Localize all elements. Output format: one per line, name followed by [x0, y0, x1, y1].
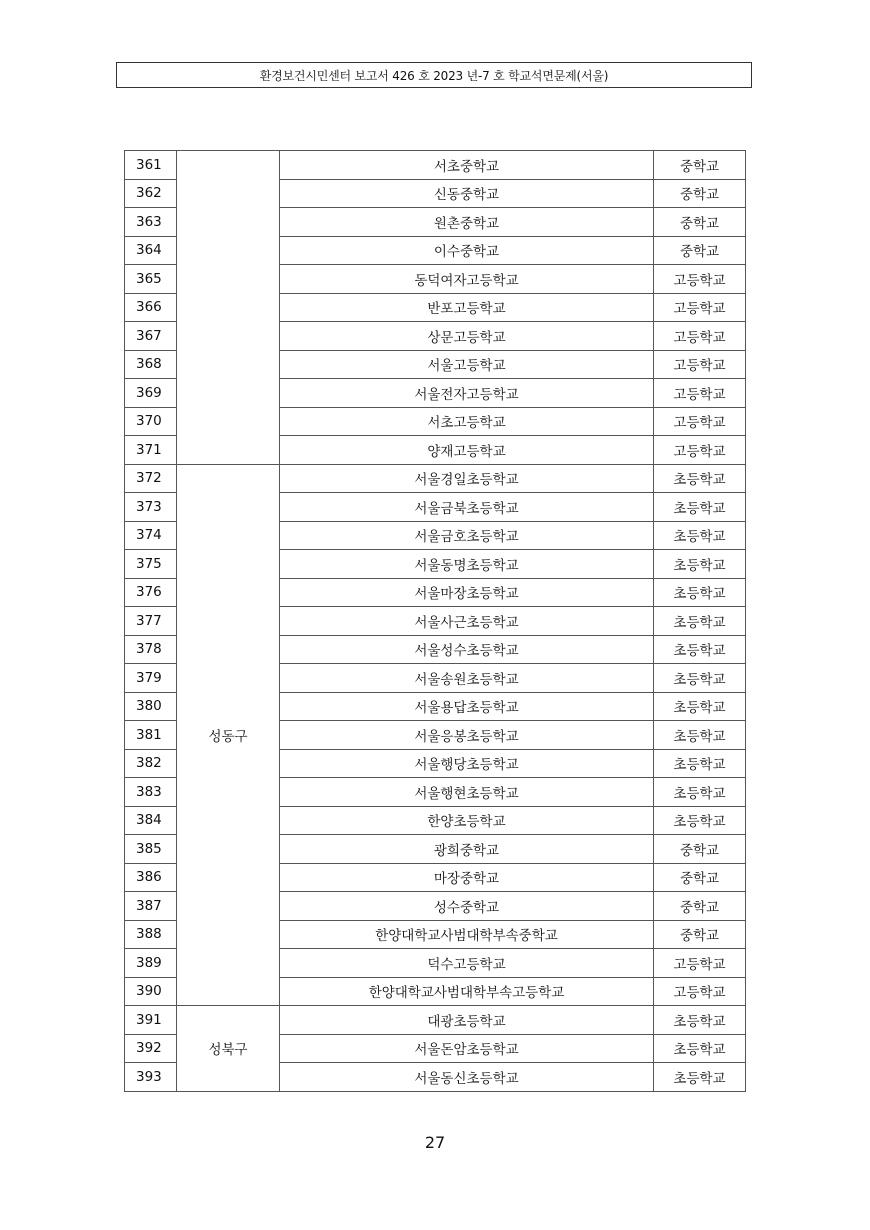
school-name: 한양대학교사범대학부속고등학교	[280, 977, 654, 1006]
school-name: 서울용답초등학교	[280, 692, 654, 721]
school-type: 초등학교	[654, 749, 746, 778]
school-name: 서울고등학교	[280, 350, 654, 379]
school-type: 중학교	[654, 892, 746, 921]
school-type: 고등학교	[654, 949, 746, 978]
school-type: 고등학교	[654, 350, 746, 379]
school-name: 서울금북초등학교	[280, 493, 654, 522]
report-header	[116, 62, 752, 88]
row-number: 377	[125, 607, 177, 636]
row-number: 363	[125, 208, 177, 237]
table-row	[125, 151, 746, 180]
school-type: 고등학교	[654, 322, 746, 351]
school-type: 중학교	[654, 863, 746, 892]
row-number: 379	[125, 664, 177, 693]
school-type: 초등학교	[654, 778, 746, 807]
school-name: 서초고등학교	[280, 407, 654, 436]
row-number: 388	[125, 920, 177, 949]
school-type: 초등학교	[654, 550, 746, 579]
row-number: 371	[125, 436, 177, 465]
school-name: 서초중학교	[280, 151, 654, 180]
school-type: 초등학교	[654, 1034, 746, 1063]
school-type: 초등학교	[654, 664, 746, 693]
table-row	[125, 464, 746, 493]
row-number: 369	[125, 379, 177, 408]
row-number: 387	[125, 892, 177, 921]
school-type: 고등학교	[654, 977, 746, 1006]
row-number: 393	[125, 1063, 177, 1092]
school-name: 서울성수초등학교	[280, 635, 654, 664]
row-number: 383	[125, 778, 177, 807]
row-number: 386	[125, 863, 177, 892]
school-type: 중학교	[654, 835, 746, 864]
school-name: 덕수고등학교	[280, 949, 654, 978]
school-name: 마장중학교	[280, 863, 654, 892]
row-number: 376	[125, 578, 177, 607]
school-type: 초등학교	[654, 521, 746, 550]
school-type: 초등학교	[654, 692, 746, 721]
row-number: 392	[125, 1034, 177, 1063]
row-number: 364	[125, 236, 177, 265]
school-name: 서울행현초등학교	[280, 778, 654, 807]
school-type: 초등학교	[654, 1006, 746, 1035]
row-number: 375	[125, 550, 177, 579]
school-name: 동덕여자고등학교	[280, 265, 654, 294]
school-type: 초등학교	[654, 464, 746, 493]
school-name: 양재고등학교	[280, 436, 654, 465]
school-type: 중학교	[654, 236, 746, 265]
school-name: 서울동명초등학교	[280, 550, 654, 579]
page-number: 27	[424, 1133, 446, 1152]
school-name: 이수중학교	[280, 236, 654, 265]
row-number: 391	[125, 1006, 177, 1035]
school-name: 서울행당초등학교	[280, 749, 654, 778]
row-number: 385	[125, 835, 177, 864]
district-cell: 성북구	[177, 1006, 280, 1092]
school-type: 고등학교	[654, 293, 746, 322]
school-type: 중학교	[654, 151, 746, 180]
school-type: 초등학교	[654, 721, 746, 750]
school-type: 고등학교	[654, 379, 746, 408]
school-type: 초등학교	[654, 493, 746, 522]
school-name: 반포고등학교	[280, 293, 654, 322]
district-cell: 성동구	[177, 464, 280, 1006]
school-type: 초등학교	[654, 607, 746, 636]
school-name: 한양초등학교	[280, 806, 654, 835]
school-name: 대광초등학교	[280, 1006, 654, 1035]
row-number: 389	[125, 949, 177, 978]
school-type: 초등학교	[654, 806, 746, 835]
school-name: 서울돈암초등학교	[280, 1034, 654, 1063]
school-name: 서울동신초등학교	[280, 1063, 654, 1092]
school-type: 초등학교	[654, 635, 746, 664]
row-number: 382	[125, 749, 177, 778]
row-number: 361	[125, 151, 177, 180]
school-name: 서울응봉초등학교	[280, 721, 654, 750]
row-number: 374	[125, 521, 177, 550]
school-name: 원촌중학교	[280, 208, 654, 237]
school-name: 서울전자고등학교	[280, 379, 654, 408]
school-type: 고등학교	[654, 265, 746, 294]
school-type: 고등학교	[654, 407, 746, 436]
row-number: 367	[125, 322, 177, 351]
school-name: 상문고등학교	[280, 322, 654, 351]
school-name: 서울마장초등학교	[280, 578, 654, 607]
school-type: 초등학교	[654, 578, 746, 607]
school-table	[124, 150, 746, 1092]
school-name: 신동중학교	[280, 179, 654, 208]
row-number: 362	[125, 179, 177, 208]
row-number: 378	[125, 635, 177, 664]
school-type: 고등학교	[654, 436, 746, 465]
school-type: 중학교	[654, 179, 746, 208]
school-name: 광희중학교	[280, 835, 654, 864]
school-name: 서울금호초등학교	[280, 521, 654, 550]
school-name: 서울송원초등학교	[280, 664, 654, 693]
row-number: 390	[125, 977, 177, 1006]
row-number: 365	[125, 265, 177, 294]
school-type: 중학교	[654, 208, 746, 237]
school-name: 성수중학교	[280, 892, 654, 921]
row-number: 384	[125, 806, 177, 835]
school-name: 한양대학교사범대학부속중학교	[280, 920, 654, 949]
school-table-body	[125, 151, 746, 1092]
row-number: 380	[125, 692, 177, 721]
school-name: 서울경일초등학교	[280, 464, 654, 493]
row-number: 372	[125, 464, 177, 493]
table-row	[125, 1006, 746, 1035]
school-type: 중학교	[654, 920, 746, 949]
district-cell	[177, 151, 280, 465]
school-type: 초등학교	[654, 1063, 746, 1092]
row-number: 381	[125, 721, 177, 750]
report-header-title: 환경보건시민센터 보고서 426 호 2023 년-7 호 학교석면문제(서울)	[259, 68, 609, 83]
row-number: 368	[125, 350, 177, 379]
row-number: 370	[125, 407, 177, 436]
row-number: 366	[125, 293, 177, 322]
school-name: 서울사근초등학교	[280, 607, 654, 636]
row-number: 373	[125, 493, 177, 522]
